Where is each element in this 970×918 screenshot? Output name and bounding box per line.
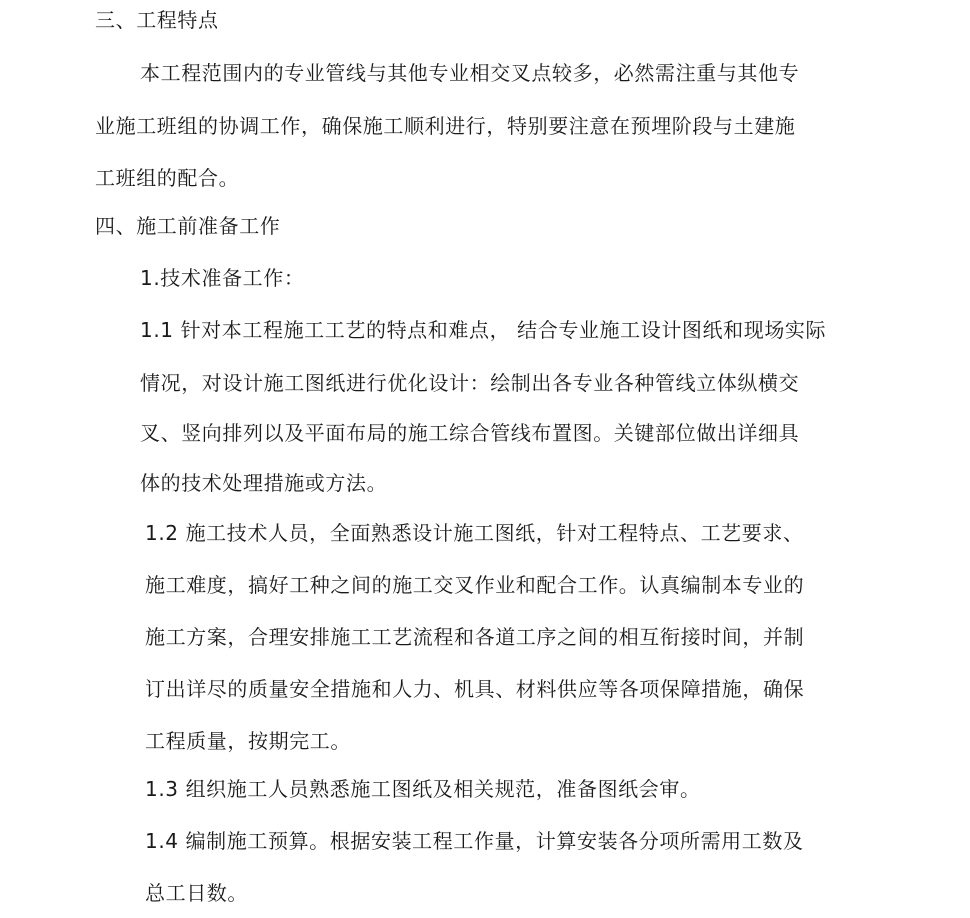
- paragraph-line: 体的技术处理措施或方法。: [140, 471, 388, 495]
- paragraph-line: 叉、竖向排列以及平面布局的施工综合管线布置图。关键部位做出详细具: [140, 421, 800, 445]
- paragraph-line: 总工日数。: [145, 881, 248, 905]
- paragraph-line: 本工程范围内的专业管线与其他专业相交叉点较多，必然需注重与其他专: [140, 61, 800, 85]
- paragraph-line: 1.2 施工技术人员，全面熟悉设计施工图纸，针对工程特点、工艺要求、: [145, 521, 804, 545]
- paragraph-line: 1.4 编制施工预算。根据安装工程工作量，计算安装各分项所需用工数及: [145, 829, 804, 853]
- paragraph-line: 1.1 针对本工程施工工艺的特点和难点， 结合专业施工设计图纸和现场实际: [140, 318, 827, 342]
- paragraph-line: 施工难度，搞好工种之间的施工交叉作业和配合工作。认真编制本专业的: [145, 573, 805, 597]
- section-heading: 四、施工前准备工作: [95, 214, 281, 238]
- paragraph-line: 工班组的配合。: [95, 166, 240, 190]
- paragraph-line: 业施工班组的协调工作，确保施工顺利进行，特别要注意在预埋阶段与土建施: [95, 114, 796, 138]
- subsection-heading: 1.技术准备工作：: [140, 266, 305, 290]
- paragraph-line: 情况，对设计施工图纸进行优化设计：绘制出各专业各种管线立体纵横交: [140, 371, 800, 395]
- paragraph-line: 1.3 组织施工人员熟悉施工图纸及相关规范，准备图纸会审。: [145, 777, 701, 801]
- section-heading: 三、工程特点: [95, 8, 219, 32]
- paragraph-line: 订出详尽的质量安全措施和人力、机具、材料供应等各项保障措施，确保: [145, 677, 805, 701]
- paragraph-line: 施工方案，合理安排施工工艺流程和各道工序之间的相互衔接时间，并制: [145, 625, 805, 649]
- paragraph-line: 工程质量，按期完工。: [145, 729, 351, 753]
